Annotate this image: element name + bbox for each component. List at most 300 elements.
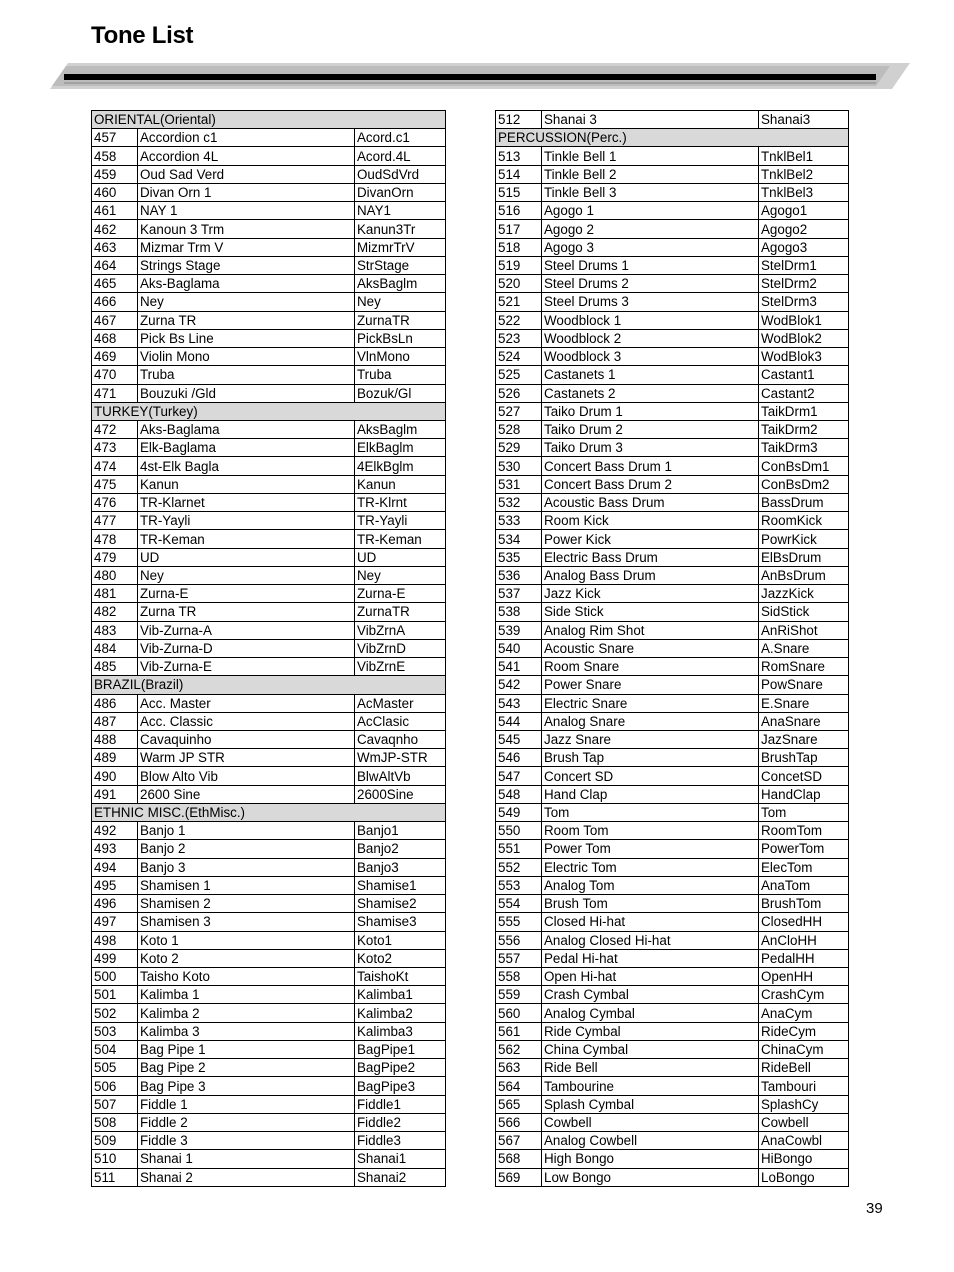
table-row	[496, 712, 849, 730]
table-row	[496, 621, 849, 639]
tone-table-right-body	[496, 111, 849, 1187]
table-row	[496, 785, 849, 803]
table-row	[92, 1168, 446, 1186]
tone-name: Side Stick	[542, 603, 759, 621]
tone-name: Kalimba 3	[138, 1022, 355, 1040]
tone-name: Acoustic Bass Drum	[542, 493, 759, 511]
header-banner	[50, 62, 910, 92]
table-row	[496, 220, 849, 238]
tone-number: 478	[92, 530, 138, 548]
tone-name: Brush Tap	[542, 749, 759, 767]
tone-name: Bag Pipe 1	[138, 1040, 355, 1058]
table-row	[92, 548, 446, 566]
table-row	[496, 1077, 849, 1095]
tone-short-name: AnCloHH	[759, 931, 849, 949]
tone-short-name: AnaTom	[759, 876, 849, 894]
section-header: TURKEY(Turkey)	[92, 402, 446, 420]
tone-name: Concert Bass Drum 2	[542, 475, 759, 493]
tone-name: Zurna TR	[138, 311, 355, 329]
table-row	[92, 1095, 446, 1113]
table-row	[92, 475, 446, 493]
tone-short-name: VlnMono	[355, 348, 446, 366]
table-row	[92, 1150, 446, 1168]
tone-name: Banjo 2	[138, 840, 355, 858]
table-row	[92, 822, 446, 840]
tone-number: 498	[92, 931, 138, 949]
table-row	[496, 329, 849, 347]
table-row	[92, 256, 446, 274]
tone-name: Analog Rim Shot	[542, 621, 759, 639]
tone-name: Kanoun 3 Trm	[138, 220, 355, 238]
tone-short-name: AnBsDrum	[759, 566, 849, 584]
section-header: PERCUSSION(Perc.)	[496, 129, 849, 147]
table-row	[92, 348, 446, 366]
tone-number: 475	[92, 475, 138, 493]
tone-short-name: MizmrTrV	[355, 238, 446, 256]
tone-name: Shanai 2	[138, 1168, 355, 1186]
tone-name: Vib-Zurna-A	[138, 621, 355, 639]
tone-name: Pick Bs Line	[138, 329, 355, 347]
tone-name: Aks-Baglama	[138, 420, 355, 438]
table-row	[496, 1132, 849, 1150]
tone-number: 472	[92, 420, 138, 438]
tone-number: 517	[496, 220, 542, 238]
tone-number: 533	[496, 512, 542, 530]
tone-short-name: ClosedHH	[759, 913, 849, 931]
tone-short-name: TR-Yayli	[355, 512, 446, 530]
tone-short-name: PowrKick	[759, 530, 849, 548]
tone-name: Concert SD	[542, 767, 759, 785]
table-row	[92, 566, 446, 584]
tone-name: Koto 2	[138, 949, 355, 967]
table-row	[496, 858, 849, 876]
tone-name: Vib-Zurna-D	[138, 639, 355, 657]
tone-short-name: WmJP-STR	[355, 749, 446, 767]
table-row	[92, 457, 446, 475]
tone-short-name: VibZrnD	[355, 639, 446, 657]
tone-number: 501	[92, 986, 138, 1004]
table-row	[496, 165, 849, 183]
tone-short-name: Banjo1	[355, 822, 446, 840]
tone-short-name: Truba	[355, 366, 446, 384]
tone-name: Acoustic Snare	[542, 639, 759, 657]
table-row	[496, 493, 849, 511]
table-row	[496, 1059, 849, 1077]
tone-number: 519	[496, 256, 542, 274]
tone-number: 545	[496, 730, 542, 748]
table-row	[496, 1095, 849, 1113]
tone-short-name: BagPipe2	[355, 1059, 446, 1077]
tone-number: 490	[92, 767, 138, 785]
table-row	[496, 402, 849, 420]
tone-name: Electric Bass Drum	[542, 548, 759, 566]
tone-name: Koto 1	[138, 931, 355, 949]
tone-number: 560	[496, 1004, 542, 1022]
tone-name: Aks-Baglama	[138, 275, 355, 293]
tone-number: 508	[92, 1113, 138, 1131]
tone-name: Tinkle Bell 2	[542, 165, 759, 183]
tone-number: 528	[496, 420, 542, 438]
tone-short-name: TnklBel1	[759, 147, 849, 165]
table-row	[496, 1022, 849, 1040]
tone-name: Bag Pipe 3	[138, 1077, 355, 1095]
tone-number: 555	[496, 913, 542, 931]
tone-number: 550	[496, 822, 542, 840]
table-row	[496, 548, 849, 566]
table-row	[496, 1150, 849, 1168]
table-row	[92, 840, 446, 858]
table-row	[92, 986, 446, 1004]
tone-number: 563	[496, 1059, 542, 1077]
tone-name: Power Kick	[542, 530, 759, 548]
tone-name: Shamisen 1	[138, 876, 355, 894]
tone-name: Agogo 1	[542, 202, 759, 220]
tone-number: 556	[496, 931, 542, 949]
tone-number: 520	[496, 275, 542, 293]
tone-number: 523	[496, 329, 542, 347]
table-row	[92, 420, 446, 438]
table-row	[496, 822, 849, 840]
tone-short-name: BrushTap	[759, 749, 849, 767]
tone-number: 531	[496, 475, 542, 493]
tone-short-name: 4ElkBglm	[355, 457, 446, 475]
section-header-row	[92, 402, 446, 420]
tone-name: Ride Bell	[542, 1059, 759, 1077]
tone-name: TR-Keman	[138, 530, 355, 548]
tone-name: Fiddle 1	[138, 1095, 355, 1113]
tone-short-name: BagPipe3	[355, 1077, 446, 1095]
tone-number: 485	[92, 658, 138, 676]
table-row	[496, 840, 849, 858]
tone-number: 554	[496, 895, 542, 913]
section-header-row	[92, 803, 446, 821]
table-row	[496, 986, 849, 1004]
tone-number: 461	[92, 202, 138, 220]
tone-short-name: StelDrm2	[759, 275, 849, 293]
tone-short-name: Kalimba1	[355, 986, 446, 1004]
table-row	[496, 639, 849, 657]
table-row	[92, 621, 446, 639]
tone-table-left	[91, 110, 446, 1187]
tone-number: 557	[496, 949, 542, 967]
tone-number: 516	[496, 202, 542, 220]
tone-number: 495	[92, 876, 138, 894]
tone-name: 2600 Sine	[138, 785, 355, 803]
table-row	[496, 694, 849, 712]
tone-number: 462	[92, 220, 138, 238]
tone-number: 499	[92, 949, 138, 967]
tone-short-name: Ney	[355, 293, 446, 311]
tone-number: 480	[92, 566, 138, 584]
tone-number: 483	[92, 621, 138, 639]
tone-short-name: JazzKick	[759, 585, 849, 603]
table-row	[496, 895, 849, 913]
table-row	[496, 767, 849, 785]
tone-name: TR-Yayli	[138, 512, 355, 530]
tone-name: High Bongo	[542, 1150, 759, 1168]
table-row	[496, 512, 849, 530]
tone-name: Kalimba 1	[138, 986, 355, 1004]
tone-short-name: Agogo3	[759, 238, 849, 256]
tone-short-name: BassDrum	[759, 493, 849, 511]
table-row	[496, 256, 849, 274]
tone-short-name: AcMaster	[355, 694, 446, 712]
tone-short-name: AnaSnare	[759, 712, 849, 730]
tone-short-name: Kanun3Tr	[355, 220, 446, 238]
table-row	[496, 111, 849, 129]
tone-name: Steel Drums 3	[542, 293, 759, 311]
tone-number: 491	[92, 785, 138, 803]
tone-number: 542	[496, 676, 542, 694]
tone-short-name: PedalHH	[759, 949, 849, 967]
tone-number: 497	[92, 913, 138, 931]
tone-name: Agogo 3	[542, 238, 759, 256]
tone-short-name: E.Snare	[759, 694, 849, 712]
tone-short-name: Acord.4L	[355, 147, 446, 165]
tone-name: Woodblock 3	[542, 348, 759, 366]
tone-name: Steel Drums 1	[542, 256, 759, 274]
tone-name: Banjo 1	[138, 822, 355, 840]
tone-number: 481	[92, 585, 138, 603]
tone-name: Room Kick	[542, 512, 759, 530]
tone-short-name: WodBlok3	[759, 348, 849, 366]
tone-number: 467	[92, 311, 138, 329]
tone-short-name: PowerTom	[759, 840, 849, 858]
tone-name: Steel Drums 2	[542, 275, 759, 293]
table-row	[496, 293, 849, 311]
tone-number: 502	[92, 1004, 138, 1022]
tone-name: Accordion c1	[138, 129, 355, 147]
tone-name: Castanets 2	[542, 384, 759, 402]
tone-number: 474	[92, 457, 138, 475]
tone-name: Ney	[138, 293, 355, 311]
tone-name: Cowbell	[542, 1113, 759, 1131]
tone-short-name: ZurnaTR	[355, 603, 446, 621]
table-row	[92, 384, 446, 402]
tone-short-name: RomSnare	[759, 658, 849, 676]
tone-name: Taiko Drum 3	[542, 439, 759, 457]
tone-name: Kanun	[138, 475, 355, 493]
tone-short-name: HandClap	[759, 785, 849, 803]
tone-short-name: Acord.c1	[355, 129, 446, 147]
table-row	[92, 1113, 446, 1131]
tone-number: 541	[496, 658, 542, 676]
tone-number: 488	[92, 730, 138, 748]
tone-short-name: UD	[355, 548, 446, 566]
tone-name: Fiddle 2	[138, 1113, 355, 1131]
tone-number: 525	[496, 366, 542, 384]
table-row	[496, 311, 849, 329]
tone-short-name: Shanai1	[355, 1150, 446, 1168]
tone-short-name: TR-Klrnt	[355, 493, 446, 511]
tone-short-name: AcClasic	[355, 712, 446, 730]
section-header-row	[496, 129, 849, 147]
tone-short-name: Banjo2	[355, 840, 446, 858]
tone-name: Analog Bass Drum	[542, 566, 759, 584]
tone-number: 463	[92, 238, 138, 256]
tone-name: Electric Tom	[542, 858, 759, 876]
tone-short-name: Tambouri	[759, 1077, 849, 1095]
tone-short-name: OpenHH	[759, 968, 849, 986]
tone-short-name: PickBsLn	[355, 329, 446, 347]
table-row	[496, 183, 849, 201]
section-header-row	[92, 111, 446, 129]
tone-name: Woodblock 2	[542, 329, 759, 347]
tone-number: 468	[92, 329, 138, 347]
tone-number: 477	[92, 512, 138, 530]
tone-short-name: HiBongo	[759, 1150, 849, 1168]
table-row	[92, 785, 446, 803]
table-row	[92, 165, 446, 183]
tone-number: 538	[496, 603, 542, 621]
tone-short-name: TaikDrm2	[759, 420, 849, 438]
tone-short-name: TR-Keman	[355, 530, 446, 548]
table-row	[92, 585, 446, 603]
tone-name: Warm JP STR	[138, 749, 355, 767]
tone-number: 504	[92, 1040, 138, 1058]
tone-short-name: Ney	[355, 566, 446, 584]
tone-name: Jazz Snare	[542, 730, 759, 748]
tone-number: 559	[496, 986, 542, 1004]
table-row	[92, 366, 446, 384]
tone-name: Analog Tom	[542, 876, 759, 894]
table-row	[92, 1022, 446, 1040]
tone-number: 506	[92, 1077, 138, 1095]
table-row	[92, 493, 446, 511]
tone-number: 548	[496, 785, 542, 803]
tone-number: 479	[92, 548, 138, 566]
tone-name: Tinkle Bell 1	[542, 147, 759, 165]
table-row	[496, 749, 849, 767]
table-row	[92, 931, 446, 949]
tone-short-name: AnaCowbl	[759, 1132, 849, 1150]
tone-short-name: Fiddle1	[355, 1095, 446, 1113]
tone-short-name: ElBsDrum	[759, 548, 849, 566]
tone-number: 527	[496, 402, 542, 420]
tone-name: Castanets 1	[542, 366, 759, 384]
table-row	[92, 694, 446, 712]
tone-short-name: Banjo3	[355, 858, 446, 876]
tone-short-name: AksBaglm	[355, 420, 446, 438]
tone-name: Open Hi-hat	[542, 968, 759, 986]
tone-short-name: VibZrnA	[355, 621, 446, 639]
table-row	[92, 730, 446, 748]
table-row	[496, 348, 849, 366]
table-row	[496, 876, 849, 894]
tone-short-name: RoomTom	[759, 822, 849, 840]
tone-name: Woodblock 1	[542, 311, 759, 329]
table-row	[92, 530, 446, 548]
tone-short-name: StelDrm1	[759, 256, 849, 274]
tone-name: Concert Bass Drum 1	[542, 457, 759, 475]
tone-short-name: ConBsDm1	[759, 457, 849, 475]
tone-short-name: Fiddle3	[355, 1132, 446, 1150]
tone-number: 459	[92, 165, 138, 183]
tone-short-name: Castant2	[759, 384, 849, 402]
tone-name: Blow Alto Vib	[138, 767, 355, 785]
table-row	[496, 730, 849, 748]
tone-number: 507	[92, 1095, 138, 1113]
tone-name: Zurna-E	[138, 585, 355, 603]
table-row	[92, 183, 446, 201]
tone-short-name: StelDrm3	[759, 293, 849, 311]
tone-number: 567	[496, 1132, 542, 1150]
tone-number: 537	[496, 585, 542, 603]
tone-number: 466	[92, 293, 138, 311]
tone-short-name: RideBell	[759, 1059, 849, 1077]
table-row	[92, 949, 446, 967]
tone-number: 540	[496, 639, 542, 657]
tone-name: Analog Cymbal	[542, 1004, 759, 1022]
tone-table-right	[495, 110, 849, 1187]
tone-short-name: ElecTom	[759, 858, 849, 876]
tone-name: Shamisen 3	[138, 913, 355, 931]
table-row	[496, 658, 849, 676]
tone-name: Elk-Baglama	[138, 439, 355, 457]
tone-number: 493	[92, 840, 138, 858]
table-row	[92, 129, 446, 147]
tone-short-name: A.Snare	[759, 639, 849, 657]
tone-number: 471	[92, 384, 138, 402]
tone-short-name: AnaCym	[759, 1004, 849, 1022]
tone-short-name: Shanai3	[759, 111, 849, 129]
tone-number: 564	[496, 1077, 542, 1095]
tone-name: 4st-Elk Bagla	[138, 457, 355, 475]
table-row	[92, 329, 446, 347]
tone-short-name: VibZrnE	[355, 658, 446, 676]
table-row	[496, 275, 849, 293]
table-row	[496, 238, 849, 256]
tone-name: Shanai 1	[138, 1150, 355, 1168]
table-row	[496, 439, 849, 457]
table-row	[92, 1059, 446, 1077]
tone-name: Shamisen 2	[138, 895, 355, 913]
table-row	[496, 931, 849, 949]
table-row	[92, 1004, 446, 1022]
table-row	[92, 712, 446, 730]
table-row	[496, 913, 849, 931]
tone-number: 565	[496, 1095, 542, 1113]
table-row	[496, 457, 849, 475]
table-row	[92, 512, 446, 530]
table-row	[92, 147, 446, 165]
table-row	[496, 202, 849, 220]
table-row	[496, 366, 849, 384]
tone-short-name: Kalimba2	[355, 1004, 446, 1022]
tone-short-name: CrashCym	[759, 986, 849, 1004]
tone-number: 514	[496, 165, 542, 183]
tone-name: Oud Sad Verd	[138, 165, 355, 183]
section-header: BRAZIL(Brazil)	[92, 676, 446, 694]
table-row	[496, 1040, 849, 1058]
table-row	[496, 1113, 849, 1131]
section-header: ORIENTAL(Oriental)	[92, 111, 446, 129]
table-row	[92, 439, 446, 457]
table-row	[496, 384, 849, 402]
tone-short-name: RideCym	[759, 1022, 849, 1040]
table-row	[496, 676, 849, 694]
table-row	[496, 803, 849, 821]
tone-number: 458	[92, 147, 138, 165]
tone-number: 518	[496, 238, 542, 256]
tone-name: Kalimba 2	[138, 1004, 355, 1022]
tone-name: Power Tom	[542, 840, 759, 858]
tone-number: 561	[496, 1022, 542, 1040]
tone-number: 487	[92, 712, 138, 730]
table-row	[496, 566, 849, 584]
tone-short-name: Agogo2	[759, 220, 849, 238]
tone-name: Splash Cymbal	[542, 1095, 759, 1113]
